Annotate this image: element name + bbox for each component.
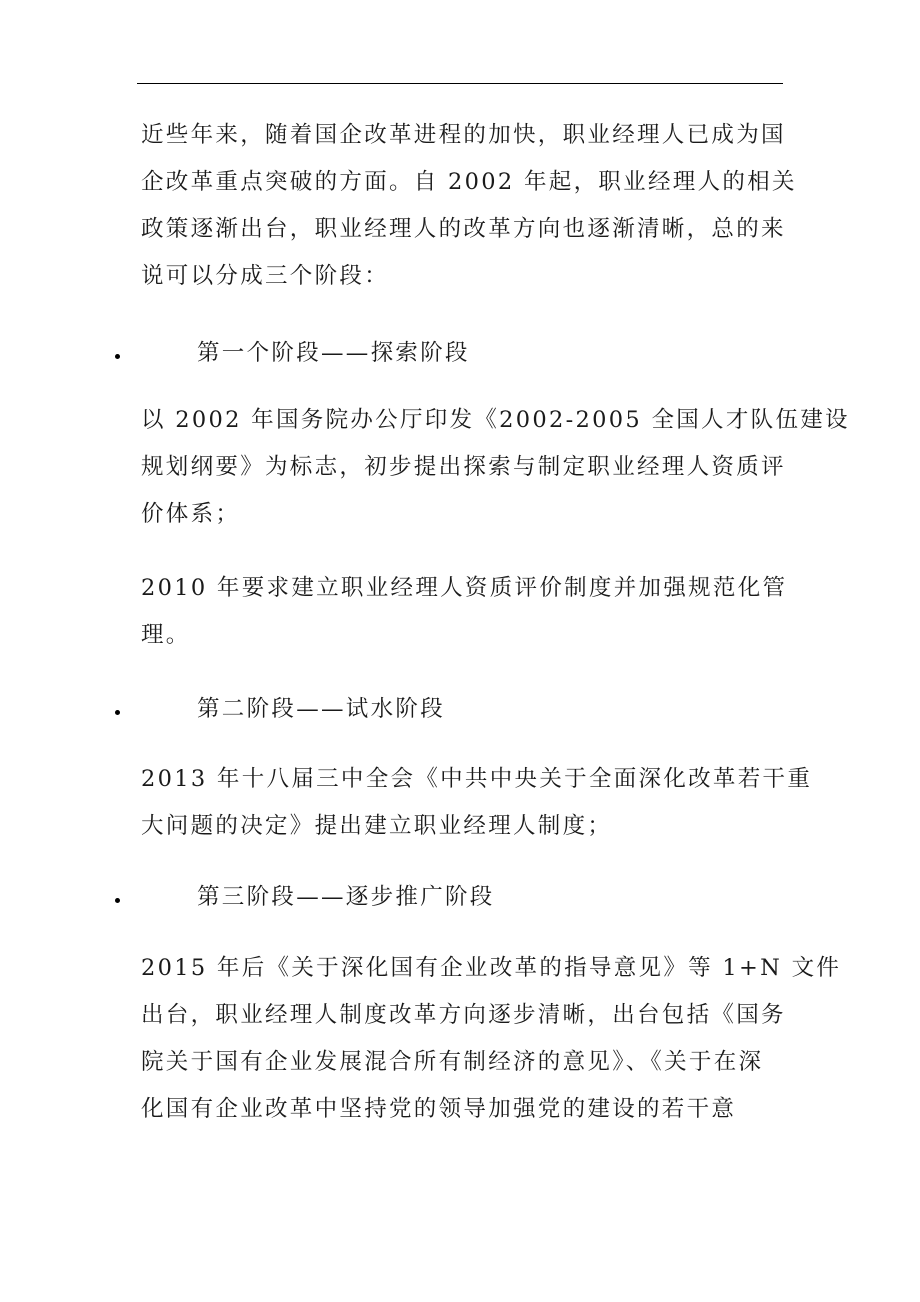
bullet-icon	[115, 710, 120, 715]
text-line: 院关于国有企业发展混合所有制经济的意见》、《关于在深	[141, 1049, 764, 1075]
stage-2-heading: 第二阶段——试水阶段	[197, 696, 446, 722]
text-line: 2010 年要求建立职业经理人资质评价制度并加强规范化管	[141, 575, 788, 601]
text-line: 企改革重点突破的方面。自 2002 年起，职业经理人的相关	[141, 169, 797, 195]
text-line: 理。	[141, 622, 191, 648]
stage-3-paragraph-1	[141, 945, 842, 1133]
stage-1-paragraph-1	[141, 397, 850, 538]
stage-1-heading-row	[0, 330, 920, 377]
text-line: 以 2002 年国务院办公厅印发《2002-2005 全国人才队伍建设	[141, 407, 850, 433]
text-line: 大问题的决定》提出建立职业经理人制度；	[141, 813, 613, 839]
stage-3-heading-row	[0, 874, 920, 921]
text-line: 2013 年十八届三中全会《中共中央关于全面深化改革若干重	[141, 766, 813, 792]
text-line: 规划纲要》为标志，初步提出探索与制定职业经理人资质评	[141, 454, 786, 480]
bullet-icon	[115, 354, 120, 359]
text-line: 化国有企业改革中坚持党的领导加强党的建设的若干意	[141, 1096, 737, 1122]
header-rule	[137, 83, 783, 84]
text-line: 政策逐渐出台，职业经理人的改革方向也逐渐清晰，总的来	[141, 216, 786, 242]
intro-paragraph	[141, 112, 797, 300]
stage-2-paragraph-1	[141, 756, 813, 850]
text-line: 出台，职业经理人制度改革方向逐步清晰，出台包括《国务	[141, 1002, 786, 1028]
text-line: 价体系；	[141, 501, 241, 527]
stage-1-heading: 第一个阶段——探索阶段	[197, 340, 470, 366]
stage-1-paragraph-2	[141, 565, 791, 659]
text-line: 说可以分成三个阶段：	[141, 263, 390, 289]
stage-3-heading: 第三阶段——逐步推广阶段	[197, 884, 495, 910]
bullet-icon	[115, 898, 120, 903]
text-line: 近些年来，随着国企改革进程的加快，职业经理人已成为国	[141, 122, 786, 148]
text-line: 2015 年后《关于深化国有企业改革的指导意见》等 1+N 文件	[141, 955, 842, 981]
stage-2-heading-row	[0, 686, 920, 733]
